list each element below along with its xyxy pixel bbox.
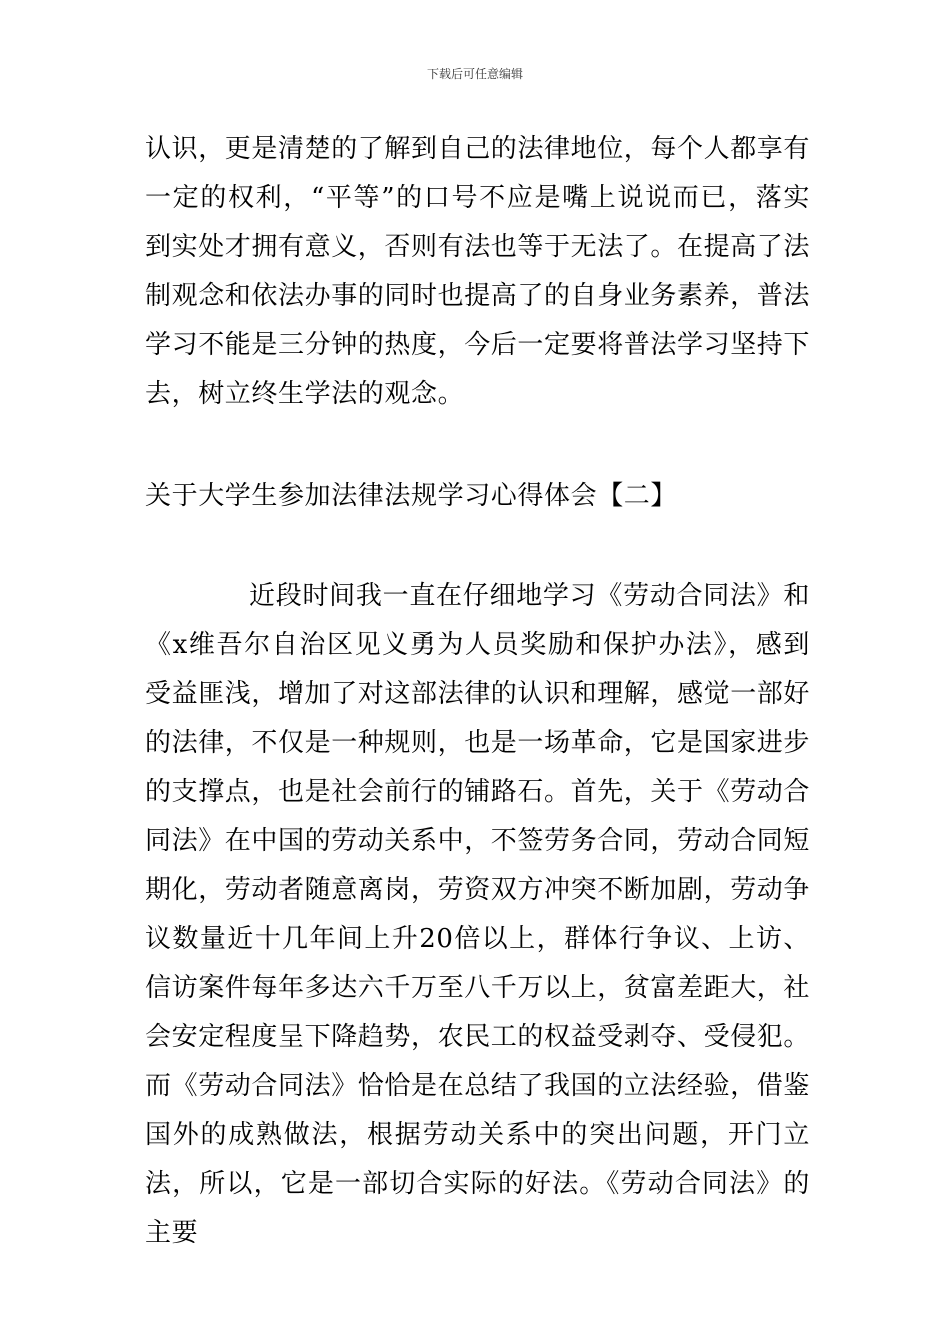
page-header-note: 下载后可任意编辑: [426, 67, 523, 81]
section-title: 关于大学生参加法律法规学习心得体会【二】: [145, 481, 678, 511]
paragraph-continued: 认识，更是清楚的了解到自己的法律地位，每个人都享有一定的权利，“平等”的口号不应是嘴上说说而已，落实到实处才拥有意义，否则有法也等于无法了。在提高了法制观念和依法办事的同时也提高了的自身业务素养，普法学习不能是三分钟的热度，今后一定要将普法学习坚持下去，树立终生学法的观念。: [145, 134, 811, 409]
paragraph-body: 近段时间我一直在仔细地学习《劳动合同法》和《x维吾尔自治区见义勇为人员奖励和保护办法》，感到受益匪浅，增加了对这部法律的认识和理解，感觉一部好的法律，不仅是一种规则，也是一场革命，它是国家进步的支撑点，也是社会前行的铺路石。首先，关于《劳动合同法》在中国的劳动关系中，不签劳务合同，劳动合同短期化，劳动者随意离岗，劳资双方冲突不断加剧，劳动争议数量近十几年间上升20倍以上，群体行争议、上访、信访案件每年多达六千万至八千万以上，贫富差距大，社会安定程度呈下降趋势，农民工的权益受剥夺、受侵犯。而《劳动合同法》恰恰是在总结了我国的立法经验，借鉴国外的成熟做法，根据劳动关系中的突出问题，开门立法，所以，它是一部切合实际的好法。《劳动合同法》的主要: [145, 581, 811, 1248]
